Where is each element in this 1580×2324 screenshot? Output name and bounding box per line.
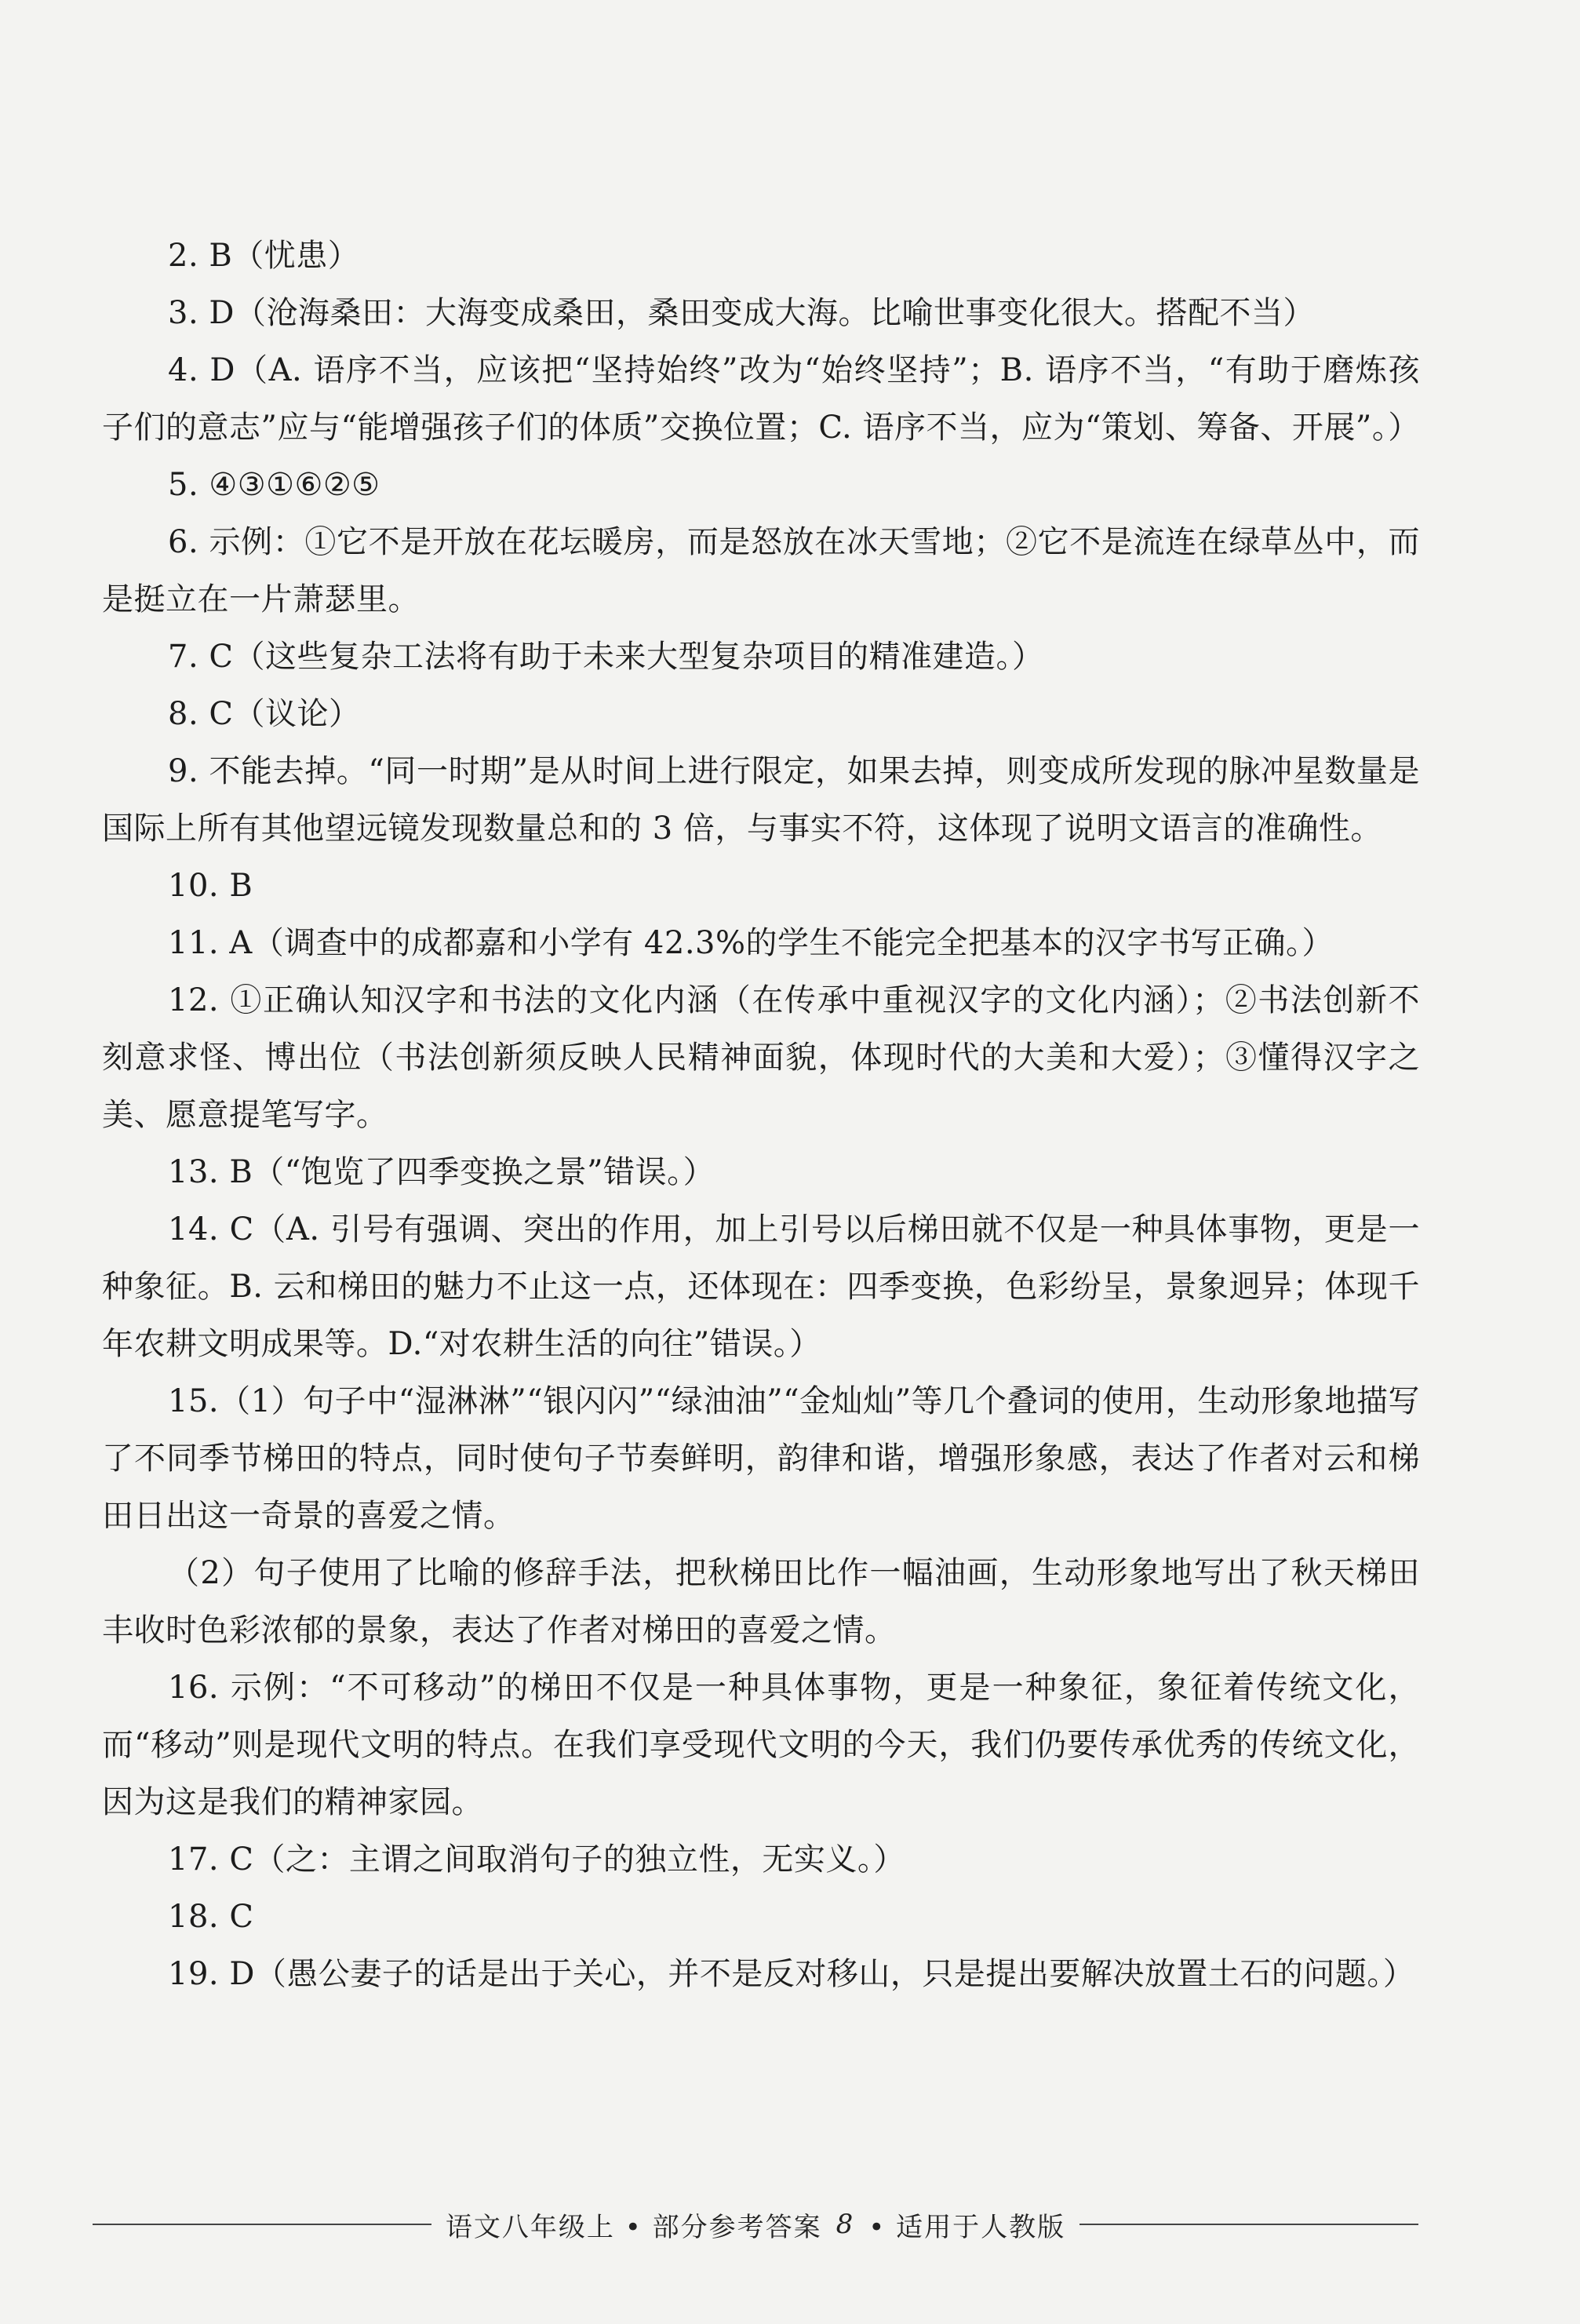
answer-item: 10. B [168, 868, 253, 904]
footer-title: 语文八年级上 • 部分参考答案 [445, 2211, 822, 2243]
answer-item: 9. 不能去掉。“同一时期”是从时间上进行限定，如果去掉，则变成所发现的脉冲星数量是国际上所有其他望远镜发现数量总和的 3 倍，与事实不符，这体现了说明文语言的准确性。 [102, 753, 1420, 847]
answer-item: 17. C（之：主谓之间取消句子的独立性，无实义。） [168, 1841, 905, 1878]
answer-item: 7. C（这些复杂工法将有助于未来大型复杂项目的精准建造。） [168, 639, 1044, 675]
footer-edition: • 适用于人教版 [868, 2211, 1066, 2243]
answer-item: 11. A（调查中的成都嘉和小学有 42.3%的学生不能完全把基本的汉字书写正确。） [168, 925, 1334, 961]
page-footer [93, 2205, 1418, 2244]
answer-item: 8. C（议论） [168, 696, 361, 732]
answer-item: 15.（1）句子中“湿淋淋”“银闪闪”“绿油油”“金灿灿”等几个叠词的使用，生动形象地描写了不同季节梯田的特点，同时使句子节奏鲜明，韵律和谐，增强形象感，表达了作者对云和梯田日出这一奇景的喜爱之情。 [102, 1383, 1420, 1534]
answer-item: 13. B（“饱览了四季变换之景”错误。） [168, 1154, 715, 1190]
answer-item: 14. C（A. 引号有强调、突出的作用，加上引号以后梯田就不仅是一种具体事物，更是一种象征。B. 云和梯田的魅力不止这一点，还体现在：四季变换，色彩纷呈，景象迥异；体现千年农耕文明成果等。D.“对农耕生活的向往”错误。） [102, 1211, 1420, 1362]
answer-item: 19. D（愚公妻子的话是出于关心，并不是反对移山，只是提出要解决放置土石的问题。） [168, 1956, 1415, 1992]
answer-item: 2. B（忧患） [168, 238, 360, 274]
answer-item: 6. 示例：①它不是开放在花坛暖房，而是怒放在冰天雪地；②它不是流连在绿草丛中，而是挺立在一片萧瑟里。 [102, 524, 1420, 617]
answer-item: 3. D（沧海桑田：大海变成桑田，桑田变成大海。比喻世事变化很大。搭配不当） [168, 295, 1315, 331]
answer-item: 18. C [168, 1899, 254, 1935]
footer-rule-right [1079, 2224, 1418, 2225]
answer-item: 4. D（A. 语序不当，应该把“坚持始终”改为“始终坚持”；B. 语序不当，“有助于磨炼孩子们的意志”应与“能增强孩子们的体质”交换位置；C. 语序不当，应为“策划、筹备、开展”。） [102, 352, 1420, 446]
answer-item: 12. ①正确认知汉字和书法的文化内涵（在传承中重视汉字的文化内涵）；②书法创新不刻意求怪、博出位（书法创新须反映人民精神面貌，体现时代的大美和大爱）；③懂得汉字之美、愿意提笔写字。 [102, 982, 1420, 1133]
answer-item: 5. ④③①⑥②⑤ [168, 467, 380, 503]
page-number: 8 [836, 2209, 855, 2240]
answer-item: 16. 示例：“不可移动”的梯田不仅是一种具体事物，更是一种象征，象征着传统文化，而“移动”则是现代文明的特点。在我们享受现代文明的今天，我们仍要传承优秀的传统文化，因为这是我们的精神家园。 [102, 1670, 1420, 1820]
answer-item: （2）句子使用了比喻的修辞手法，把秋梯田比作一幅油画，生动形象地写出了秋天梯田丰收时色彩浓郁的景象，表达了作者对梯田的喜爱之情。 [102, 1555, 1420, 1648]
answer-list [102, 228, 1420, 2003]
footer-rule-left [93, 2224, 431, 2225]
